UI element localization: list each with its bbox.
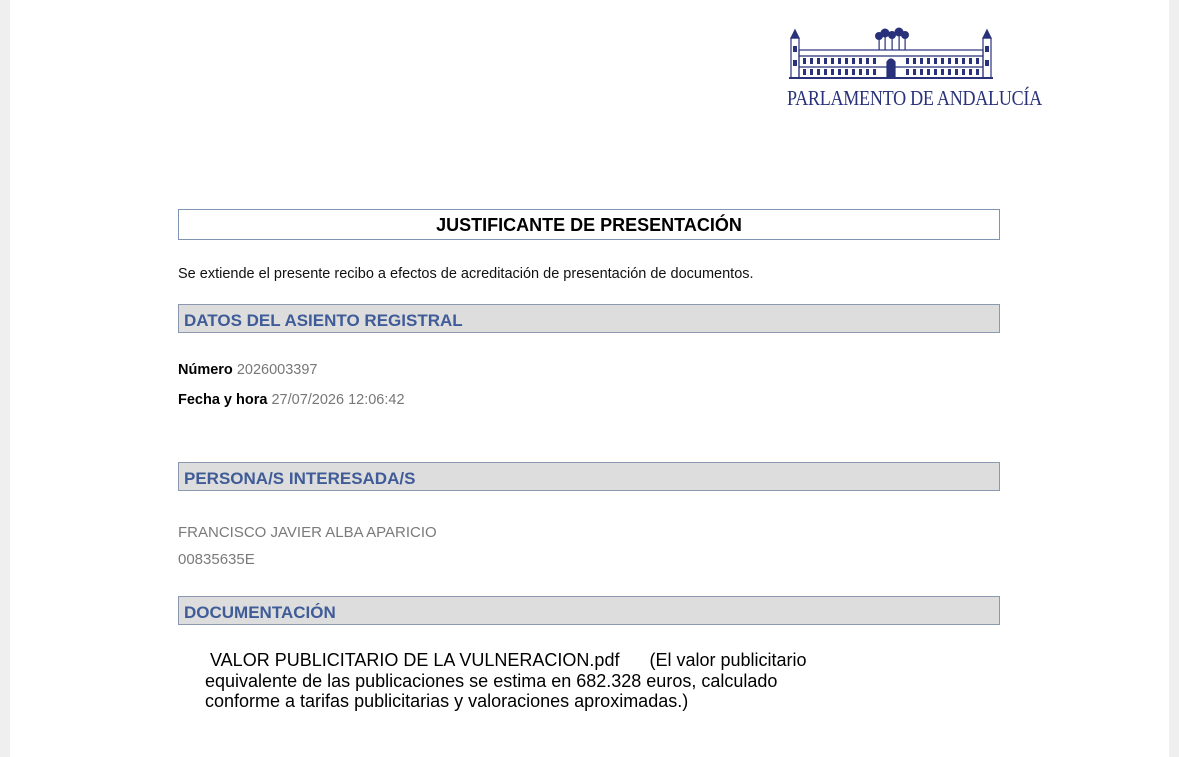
person-id: 00835635E — [178, 551, 255, 568]
parliament-logo — [785, 26, 1042, 114]
numero-field — [178, 362, 317, 378]
fecha-value: 27/07/2026 12:06:42 — [271, 392, 405, 408]
logo-text: PARLAMENTO DE ANDALUCÍA — [787, 86, 1042, 110]
fecha-field — [178, 392, 405, 408]
section-heading-registro: DATOS DEL ASIENTO REGISTRAL — [178, 304, 1000, 333]
fecha-label: Fecha y hora — [178, 392, 268, 408]
numero-label: Número — [178, 362, 233, 378]
intro-text: Se extiende el presente recibo a efectos de acreditación de presentación de documentos. — [178, 266, 754, 282]
document-line: equivalente de las publicaciones se estima en 682.328 euros, calculado — [205, 670, 778, 691]
document-line: VALOR PUBLICITARIO DE LA VULNERACION.pdf (El valor publicitario — [205, 650, 807, 670]
numero-value: 2026003397 — [236, 362, 318, 378]
document-line: conforme a tarifas publicitarias y valoraciones aproximadas.) — [205, 691, 689, 711]
document-page — [10, 0, 1169, 757]
parliament-building-icon — [785, 26, 1005, 86]
section-heading-interesados: PERSONA/S INTERESADA/S — [178, 462, 1000, 491]
section-heading-documentacion: DOCUMENTACIÓN — [178, 596, 1000, 625]
document-description — [205, 650, 925, 712]
person-name: FRANCISCO JAVIER ALBA APARICIO — [178, 524, 437, 541]
document-title: JUSTIFICANTE DE PRESENTACIÓN — [178, 209, 1000, 240]
